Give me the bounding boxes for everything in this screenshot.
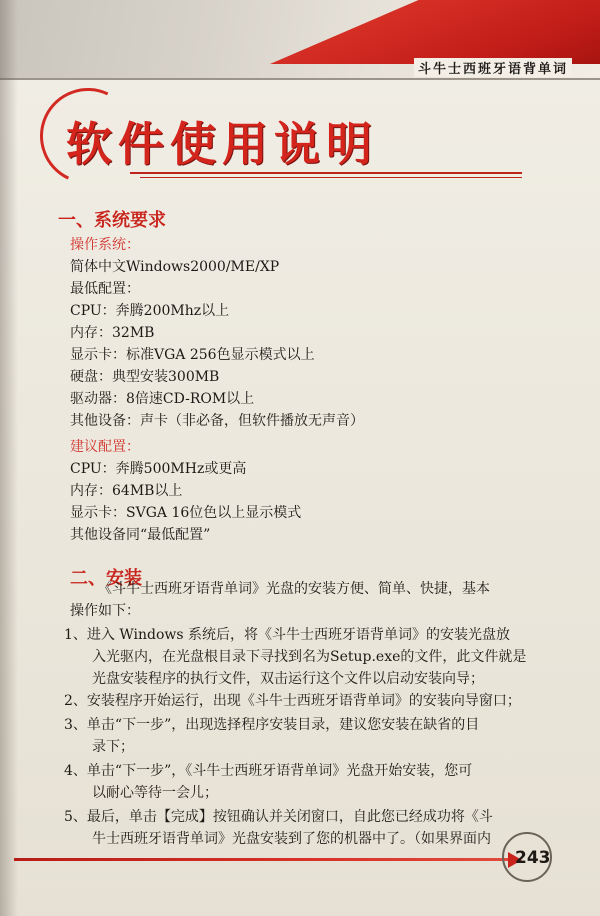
install-step: 入光驱内，在光盘根目录下寻找到名为Setup.exe的文件，此文件就是: [92, 649, 527, 665]
os-label: 操作系统：: [70, 237, 140, 253]
title-underline-secondary: [140, 177, 522, 178]
spine-shadow: [0, 0, 18, 916]
page-number: 243: [515, 848, 551, 868]
install-step: 5、最后，单击【完成】按钮确认并关闭窗口，自此您已经成功将《斗: [64, 809, 493, 825]
footer-rule: [14, 858, 514, 861]
install-step: 3、单击“下一步”，出现选择程序安装目录，建议您安装在缺省的目: [64, 717, 480, 733]
install-step: 录下；: [92, 739, 134, 755]
install-step: 4、单击“下一步”，《斗牛士西班牙语背单词》光盘开始安装，您可: [64, 763, 473, 779]
min-config-line: 其他设备：声卡（非必备，但软件播放无声音）: [70, 413, 364, 429]
min-config-line: 简体中文Windows2000/ME/XP: [70, 259, 280, 275]
min-config-line: 最低配置：: [70, 281, 140, 297]
min-config-line: 显示卡：标准VGA 256色显示模式以上: [70, 347, 315, 363]
min-config-line: 驱动器：8倍速CD-ROM以上: [70, 391, 255, 407]
rec-config-line: CPU：奔腾500MHz或更高: [70, 461, 247, 477]
title-underline: [130, 172, 522, 174]
install-step: 光盘安装程序的执行文件，双击运行这个文件以启动安装向导；: [92, 671, 484, 687]
header-rule: [0, 78, 600, 80]
recommended-config-label: 建议配置：: [70, 439, 140, 455]
rec-config-line: 显示卡：SVGA 16位色以上显示模式: [70, 505, 302, 521]
install-step: 以耐心等待一会儿；: [92, 785, 218, 801]
section-heading-system-requirements: 一、系统要求: [58, 210, 166, 231]
install-step: 牛士西班牙语背单词》光盘安装到了您的机器中了。（如果界面内: [92, 831, 491, 847]
install-intro: 《斗牛士西班牙语背单词》光盘的安装方便、简单、快捷，基本: [98, 581, 490, 597]
rec-config-line: 内存：64MB以上: [70, 483, 183, 499]
min-config-line: 内存：32MB: [70, 325, 155, 341]
section-heading-install: 二、安装: [70, 568, 142, 589]
install-intro: 操作如下：: [70, 603, 140, 619]
book-title: 斗牛士西班牙语背单词: [414, 58, 572, 77]
page-title: 软件使用说明: [66, 117, 378, 171]
min-config-line: 硬盘：典型安装300MB: [70, 369, 220, 385]
install-step: 2、安装程序开始运行，出现《斗牛士西班牙语背单词》的安装向导窗口；: [64, 693, 521, 709]
install-step: 1、进入 Windows 系统后，将《斗牛士西班牙语背单词》的安装光盘放: [64, 627, 511, 643]
rec-config-line: 其他设备同“最低配置”: [70, 527, 211, 543]
min-config-line: CPU：奔腾200Mhz以上: [70, 303, 230, 319]
